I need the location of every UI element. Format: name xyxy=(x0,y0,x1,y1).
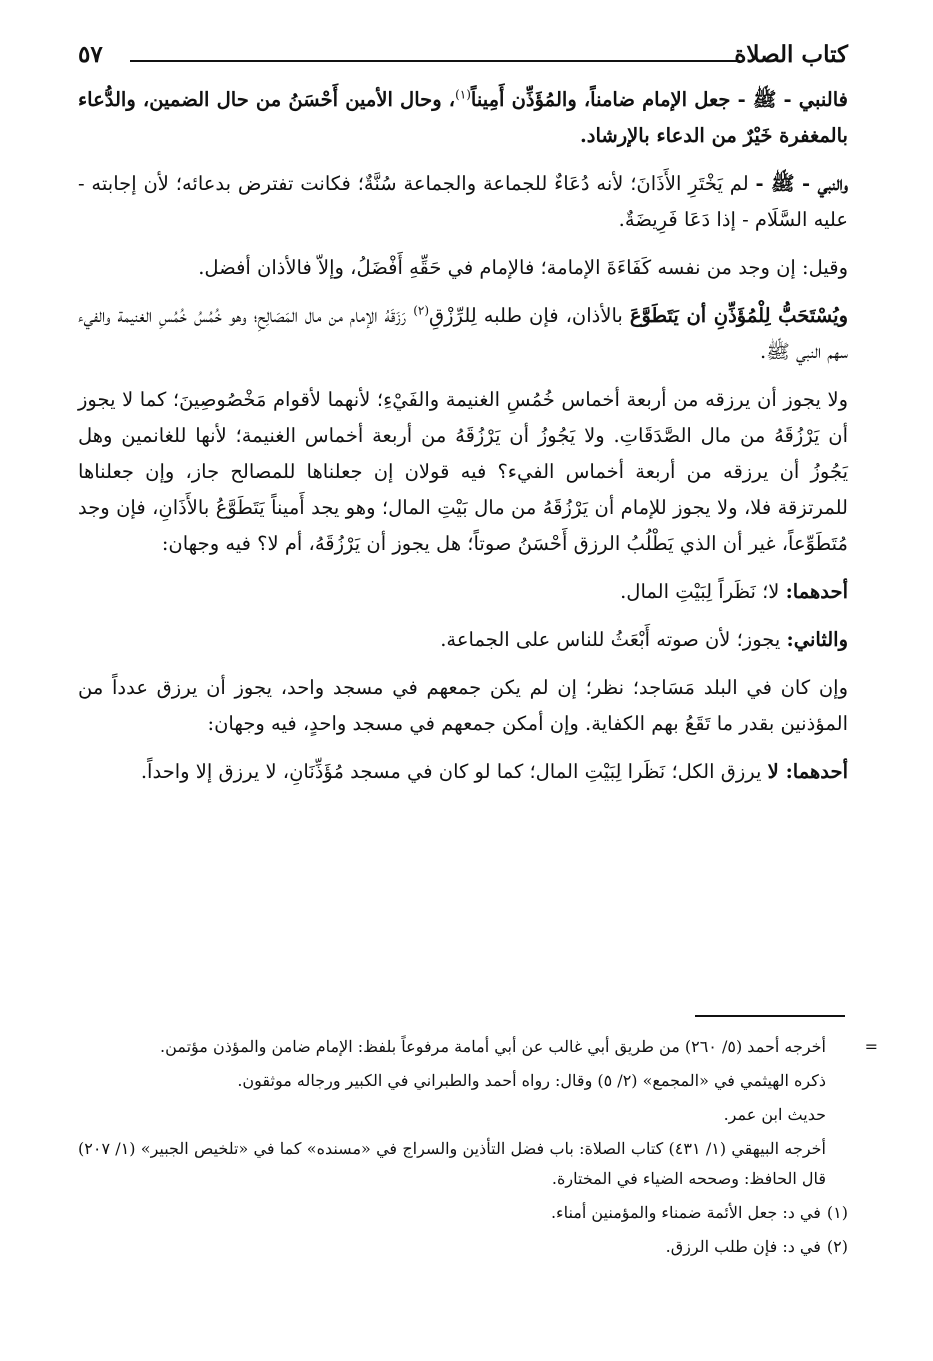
paragraph-lead: أحدهما: xyxy=(785,580,848,603)
header-rule xyxy=(130,60,740,62)
paragraph-text: وقيل: إن وجد من نفسه كَفَاءَةَ الإمامة؛ فالإمام في حَقِّهِ أَفْضَلُ، وإلاّ فالأذان أفضل. xyxy=(198,256,848,279)
page-number: ٥٧ xyxy=(78,41,103,68)
paragraph xyxy=(78,250,848,286)
footnote xyxy=(78,1032,878,1062)
footnote-marker: = xyxy=(864,1037,878,1056)
footnote-ref[interactable]: (١) xyxy=(455,87,471,102)
footnote-number: (٢) xyxy=(826,1237,848,1256)
paragraph xyxy=(78,574,848,610)
paragraph xyxy=(78,670,848,742)
footnote xyxy=(78,1232,848,1262)
paragraph xyxy=(78,298,848,370)
paragraph-text: رَزَقَهُ الإمام من مال المَصَالِحِ؛ وهو خُمُسُ خُمُسِ الغنيمة والفيء سهم النبي ﷺ. xyxy=(78,304,848,363)
paragraph-lead: والثاني: xyxy=(786,628,848,651)
footnote-text: أخرجه البيهقي (١/ ٤٣١) كتاب الصلاة: باب فضل التأذين والسراج في «مسنده» كما في «تلخيص الجبير» (١/ ٢٠٧) قال الحافظ: وصححه الضياء في المختارة. xyxy=(78,1139,826,1188)
paragraph-text: يرزق الكل؛ نَظَرا لِبَيْتِ المال؛ كما لو كان في مسجد مُؤَذِّنَانِ، لا يرزق إلا واحداً. xyxy=(140,760,768,783)
footnote-text: حديث ابن عمر. xyxy=(723,1105,826,1124)
paragraph-text: ، وحال الأمين أَحْسَنُ من حال الضمين، والدُّعاء بالمغفرة خَيْرٌ من الدعاء بالإرشاد. xyxy=(78,88,848,147)
main-text xyxy=(78,82,848,802)
paragraph-text: ولا يجوز أن يرزقه من أربعة أخماس خُمُسِ الغنيمة والفَيْءِ؛ لأنهما لأقوام مَخْصُوصِينَ؛ كما لا يجوز أن يَرْزُقَهُ من مال الصَّدَقَاتِ. ولا يَجُوزُ أن يَرْزُقَهُ من أربعة أخماس الغنيمة؛ لأنها للغانمين وهل يَجُوزُ أن يرزقه من أربعة أخماس الفيء؟ فيه قولان إن جعلناها للمصالح جاز، وإن جعلناها للمرتزقة فلا، ولا يجوز للإمام أن يَرْزُقَهُ من مال بَيْتِ المال؛ وهو يجد أَميناً يَتَطَوَّعُ بالأَذَانِ، فإن وجد مُتَطَوِّعاً، غير أن الذي يَطْلُبُ الرزق أَحْسَنُ صوتاً؛ هل يجوز أن يَرْزُقَهُ، أم لا؟ فيه وجهان: xyxy=(78,388,848,555)
footnote-text: أخرجه أحمد (٥/ ٢٦٠) من طريق أبي غالب عن أبي أمامة مرفوعاً بلفظ: الإمام ضامن والمؤذن مؤتمن. xyxy=(160,1037,826,1056)
paragraph-text: يجوز؛ لأن صوته أَبْعَثُ للناس على الجماعة. xyxy=(440,628,787,651)
paragraph xyxy=(78,622,848,658)
paragraph-lead: أحدهما: لا xyxy=(767,760,848,783)
paragraph-text: فالنبي - ﷺ - جعل الإمام ضامناً، والمُؤَذِّن أَمِيناً xyxy=(470,88,848,111)
footnotes xyxy=(78,1032,878,1266)
footnote xyxy=(78,1100,848,1130)
footnote-text: في د: جعل الأئمة ضمناء والمؤمنين أمناء. xyxy=(550,1203,821,1222)
paragraph xyxy=(78,754,848,790)
footnote-number: (١) xyxy=(826,1203,848,1222)
paragraph-text: لا؛ نَظَراً لِبَيْتِ المال. xyxy=(620,580,786,603)
paragraph xyxy=(78,166,848,238)
footnote-text: في د: فإن طلب الرزق. xyxy=(665,1237,821,1256)
paragraph-text: بالأذان، فإن طلبه لِلرِّزْقِ xyxy=(429,304,630,327)
footnote-text: ذكره الهيثمي في «المجمع» (٢/ ٥) وقال: رواه أحمد والطبراني في الكبير ورجاله موثقون. xyxy=(237,1071,826,1090)
footnote xyxy=(78,1198,848,1228)
running-head xyxy=(78,40,848,74)
book-title: كتاب الصلاة xyxy=(734,41,848,68)
paragraph-lead: والنبي - ﷺ - xyxy=(755,172,848,195)
paragraph xyxy=(78,82,848,154)
paragraph-text: لم يَخْتَرِ الأَذَانَ؛ لأنه دُعَاءٌ للجماعة والجماعة سُنَّةٌ؛ فكانت تفترض بدعائه؛ لأن إجابته - عليه السَّلَام - إذا دَعَا فَرِيضَةٌ. xyxy=(78,172,848,231)
paragraph xyxy=(78,382,848,562)
paragraph-text: وإن كان في البلد مَسَاجد؛ نظر؛ إن لم يكن جمعهم في مسجد واحد، يجوز أن يرزق عدداً من المؤذنين بقدر ما تَقَعُ بهم الكفاية. وإن أمكن جمعهم في مسجد واحدٍ، فيه وجهان: xyxy=(78,676,848,735)
footnote-ref[interactable]: (٢) xyxy=(413,303,430,318)
footnote-rule xyxy=(695,1015,845,1017)
footnote xyxy=(78,1066,848,1096)
paragraph-lead: ويُسْتَحَبُّ لِلْمُؤَذِّنِ أن يَتَطَوَّعَ xyxy=(629,304,848,327)
footnote xyxy=(78,1134,848,1194)
